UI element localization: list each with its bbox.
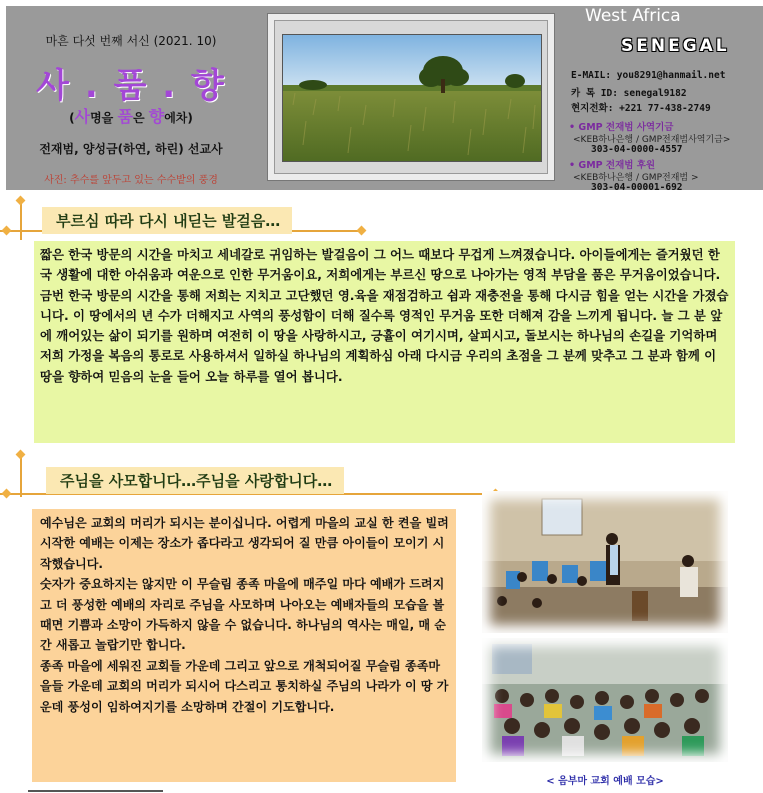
header-title-block	[6, 6, 256, 190]
region-label: West Africa	[585, 6, 681, 26]
missionary-names: 전재범, 양성금(하연, 하린) 선교사	[39, 142, 223, 156]
fund-name-1	[569, 119, 673, 133]
section2-paragraph: 종족 마을에 세워진 교회들 가운데 그리고 앞으로 개척되어질 무슬림 종족마을들 가운데 교회의 머리가 되시어 다스리고 통치하실 주님의 나라가 이 땅 가운데 풍성이 임하여지기를 소망하며 간절이 기도합니다.	[40, 658, 449, 714]
diamond-ornament-icon	[16, 196, 26, 206]
section1-heading: 부르심 따라 다시 내딛는 발걸음…	[42, 207, 292, 234]
diamond-ornament-icon	[16, 450, 26, 460]
newsletter-header	[6, 6, 763, 193]
section2-heading: 주님을 사모합니다…주님을 사랑합니다…	[46, 467, 344, 494]
phone-text: 현지전화: +221 77-438-2749	[571, 103, 711, 114]
email-text[interactable]: E-MAIL: you8291@hanmail.net	[571, 70, 726, 81]
subtitle-part: 은	[132, 111, 149, 125]
subtitle-part: (	[69, 111, 75, 125]
sorghum-field-photo	[282, 34, 542, 162]
worship-photo-caption: < 음부마 교회 예배 모습>	[546, 776, 664, 787]
field-landscape-image	[283, 35, 542, 162]
diamond-ornament-icon	[2, 226, 12, 236]
subtitle-part: 에차)	[164, 111, 193, 125]
section1-body	[34, 241, 735, 443]
photo-vignette	[482, 491, 728, 633]
section1-paragraph: 짧은 한국 방문의 시간을 마치고 세네갈로 귀임하는 발걸음이 그 어느 때보다 무겁게 느껴졌습니다. 아이들에게는 즐거웠던 한국 생활에 대한 아쉬움과 여운으로 인한 무거움이요, 저희에게는 부르신 땅으로 나아가는 영적 부담을 품은 무거움이었습니다.	[40, 247, 721, 283]
footer-rule	[28, 790, 163, 792]
photo-vignette	[482, 638, 728, 762]
heading-rule-vertical	[20, 200, 22, 240]
fund-account-1: 303-04-0000-4557	[591, 144, 683, 155]
fund-name-text: GMP 전재범 후원	[578, 160, 656, 171]
section1-paragraph: 금번 한국 방문의 시간을 통해 저희는 지치고 고단했던 영.육을 재점검하고 쉼과 재충전을 통해 다시금 힘을 얻는 시간을 가졌습니다. 이 땅에서의 년 수가 더해지고 사역의 풍성함이 더해 질수록 영적인 무거움 또한 더해져 감을 느끼게 됩니다. 늘 그 분 앞에 깨어있는 삶이 되기를 원하며 여전히 이 땅을 사랑하시고, 긍휼이 여기시며, 살피시고, 돌보시는 하나님의 손길을 기억하며 저희 가정을 복음의 통로로 사용하셔서 일하실 하나님의 계획하심 아래 다시금 우리의 초점을 그 분께 맞추고 그 분과 함께 이 땅을 향하여 믿음의 눈을 들어 오늘 하루를 열어 봅니다.	[40, 287, 729, 384]
section2-paragraph: 숫자가 중요하지는 않지만 이 무슬림 종족 마을에 매주일 마다 예배가 드려지고 더 풍성한 예배의 자리로 주님을 사모하며 나아오는 예배자들의 모습을 볼 때면 기쁨과 소망이 가득하지 않을 수 없습니다. 하나님의 역사는 매일, 매 순간 새롭고 놀랍기만 합니다.	[40, 577, 446, 653]
header-photo-caption: 사진: 추수를 앞두고 있는 수수밭의 풍경	[44, 175, 218, 186]
fund-bank-1: <KEB하나은행 / GMP전재범사역기금>	[573, 135, 731, 145]
country-label: SENEGAL	[621, 36, 730, 56]
fund-bank-2: <KEB하나은행 / GMP전재범 >	[573, 173, 699, 183]
fund-name-2	[569, 157, 655, 171]
issue-label: 마흔 다섯 번째 서신 (2021. 10)	[45, 34, 217, 48]
fund-account-2: 303-04-00001-692	[591, 182, 683, 193]
bullet-icon: •	[569, 122, 579, 133]
fund-name-text: GMP 전재범 사역기금	[578, 122, 674, 133]
bullet-icon: •	[569, 160, 579, 171]
section2-body	[32, 509, 456, 782]
subtitle-highlight: 사	[74, 107, 91, 126]
kakao-id-text: 카 톡 ID: senegal9182	[571, 88, 687, 99]
newsletter-subtitle	[6, 104, 256, 127]
worship-photo-1	[482, 491, 728, 633]
diamond-ornament-icon	[357, 226, 367, 236]
header-photo-frame	[267, 13, 555, 181]
newsletter-title: 사 . 품 . 향	[36, 66, 226, 106]
section2-paragraph: 예수님은 교회의 머리가 되시는 분이십니다. 어렵게 마을의 교실 한 켠을 빌려 시작한 예배는 이제는 장소가 좁다라고 생각되어 질 만큼 아이들이 모이기 시작했습니다.	[40, 516, 449, 571]
worship-photo-2	[482, 638, 728, 762]
subtitle-highlight: 품	[117, 107, 133, 126]
subtitle-highlight: 향	[148, 107, 165, 126]
diamond-ornament-icon	[2, 489, 12, 499]
contact-block	[561, 6, 763, 193]
subtitle-part: 명을	[90, 111, 118, 125]
